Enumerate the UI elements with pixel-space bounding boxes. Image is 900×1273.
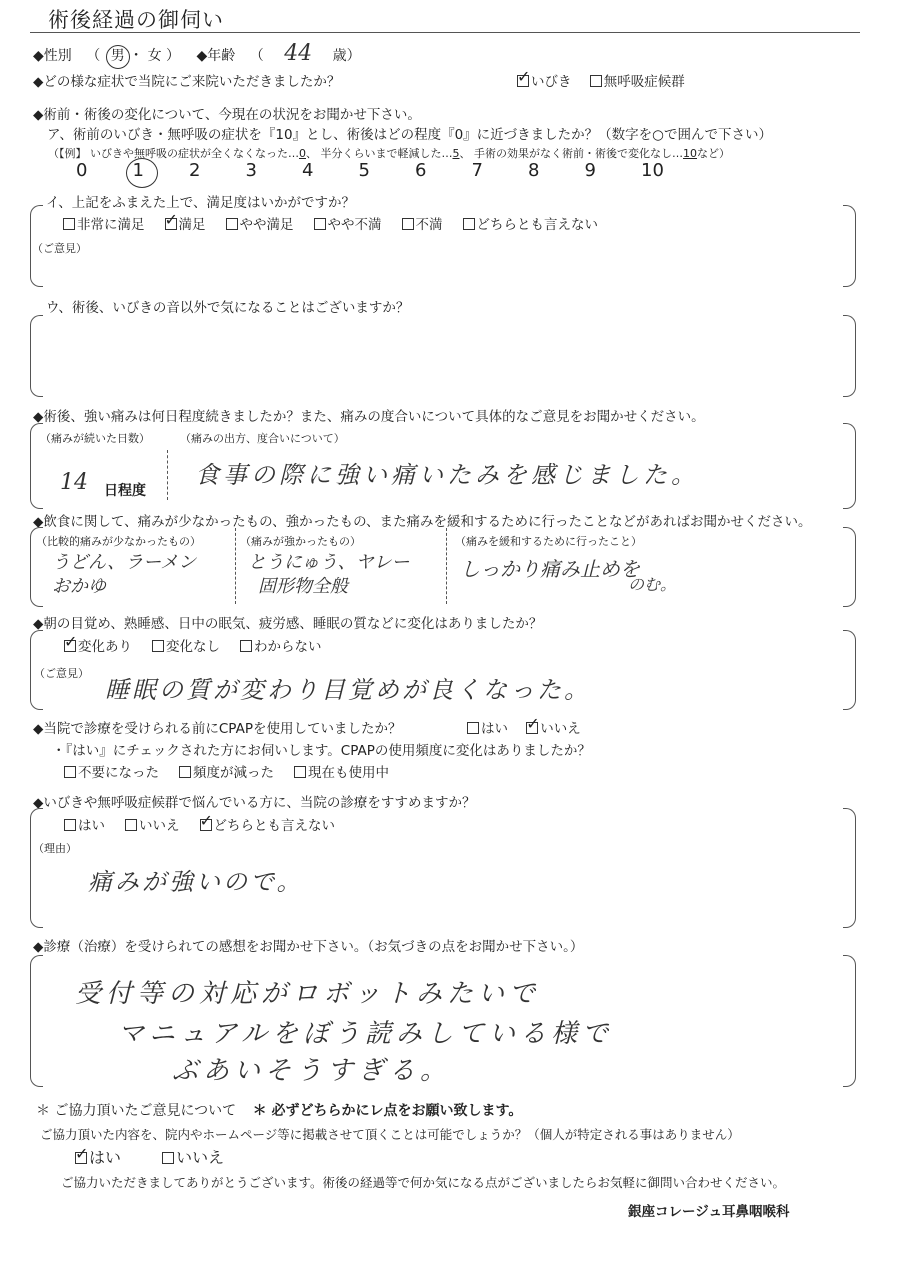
q5-options [64, 635, 342, 655]
q1-option-apnea-label: 無呼吸症候群 [603, 74, 685, 90]
q7-options [64, 814, 355, 834]
q4-divider-1 [235, 528, 236, 604]
q2-example-10: 10 [683, 147, 697, 160]
q6-sub-option-label: 頻度が減った [193, 765, 274, 781]
checkbox-checked-icon [200, 819, 212, 831]
bracket-right [843, 630, 856, 710]
satisfaction-option[interactable] [314, 213, 382, 233]
q6-option-no[interactable] [526, 717, 581, 737]
scale-value[interactable]: 7 [471, 160, 483, 181]
satisfaction-option-label: 不満 [415, 217, 443, 233]
q5-option[interactable] [240, 635, 322, 655]
q1-text: ◆どの様な症状で当院にご来院いただきましたか？ [33, 74, 341, 90]
q1-option-snoring-label: いびき [531, 74, 572, 90]
age-value[interactable]: 44 [284, 41, 313, 66]
scale-value[interactable]: 8 [528, 160, 540, 181]
q6-sub-option-label: 現在も使用中 [308, 765, 389, 781]
clinic-name: 銀座コレージュ耳鼻咽喉科 [628, 1204, 790, 1220]
q5-opinion-value[interactable]: 睡眠の質が変わり目覚めが良くなった。 [105, 676, 591, 704]
satisfaction-option-label: 満足 [178, 217, 206, 233]
bracket-right [843, 315, 856, 397]
scale-value[interactable]: 2 [189, 160, 201, 181]
q6-text: ◆当院で診療を受けられる前にCPAPを使用していましたか？ [33, 721, 402, 737]
q2-example-part-b: 、 半分くらいまで軽減した… [306, 147, 453, 160]
checkbox-icon [467, 722, 479, 734]
scale-value[interactable]: 4 [302, 160, 314, 181]
checkbox-icon [590, 75, 602, 87]
scale-value[interactable]: 0 [76, 160, 88, 181]
gender-age-row [33, 41, 361, 66]
checkbox-checked-icon [517, 75, 529, 87]
satisfaction-option-label: やや不満 [327, 217, 382, 233]
gender-circle-mark [106, 45, 130, 69]
q1-options [517, 70, 699, 90]
checkbox-icon [402, 218, 414, 230]
coop-title [36, 1100, 522, 1120]
checkbox-icon [63, 218, 75, 230]
scale-value[interactable]: 5 [358, 160, 370, 181]
age-label: ◆年齢 [196, 48, 236, 64]
satisfaction-options [63, 213, 618, 233]
bracket-right [843, 423, 856, 509]
q6-sub-option-label: 不要になった [78, 765, 159, 781]
bracket-left [30, 955, 43, 1087]
q8-line-2[interactable]: マニュアルをぼう読みしている様で [118, 1019, 613, 1049]
q5-opinion-label: （ご意見） [34, 667, 89, 680]
satisfaction-option[interactable] [165, 213, 206, 233]
scale-value[interactable]: 1 [132, 160, 144, 181]
q5-option[interactable] [64, 635, 132, 655]
gender-female[interactable]: 女 [147, 48, 162, 64]
satisfaction-option[interactable] [463, 213, 599, 233]
q6-option-no-label: いいえ [540, 721, 581, 737]
coop-option-no-label: いいえ [176, 1148, 225, 1167]
scale-value[interactable]: 10 [641, 160, 664, 181]
q6-sub-text: ・『はい』にチェックされた方にお伺いします。CPAPの使用頻度に変化はありましたか？ [52, 743, 591, 759]
q6-options [467, 717, 595, 737]
q6-sub-options [64, 761, 409, 781]
q2-text: ◆術前・術後の変化について、今現在の状況をお聞かせ下さい。 [33, 107, 421, 123]
checkbox-icon [152, 640, 164, 652]
checkbox-icon [125, 819, 137, 831]
q6-sub-option[interactable] [64, 761, 159, 781]
q7-option[interactable] [64, 814, 105, 834]
checkbox-icon [64, 766, 76, 778]
q2b-opinion-label: （ご意見） [32, 242, 87, 255]
satisfaction-option-label: 非常に満足 [77, 217, 145, 233]
q5-text: ◆朝の目覚め、熟睡感、日中の眠気、疲労感、睡眠の質などに変化はありましたか？ [33, 616, 543, 632]
q2b-text: イ、上記をふまえた上で、満足度はいかがですか？ [46, 195, 356, 211]
q6-option-yes[interactable] [467, 717, 508, 737]
q4-divider-2 [446, 528, 447, 604]
gender-male[interactable] [111, 48, 129, 64]
bracket-left [30, 205, 43, 287]
title-divider [30, 32, 860, 33]
coop-option-yes[interactable] [75, 1145, 121, 1168]
q5-option[interactable] [152, 635, 220, 655]
checkbox-icon [314, 218, 326, 230]
bracket-right [843, 205, 856, 287]
q8-line-1[interactable]: 受付等の対応がロボットみたいで [75, 979, 541, 1009]
coop-options [75, 1145, 238, 1168]
q2-example [48, 145, 730, 161]
q3-text: ◆術後、強い痛みは何日程度続きましたか？また、痛みの度合いについて具体的なご意見をお聞かせください。 [33, 409, 705, 425]
satisfaction-option-label: どちらとも言えない [476, 217, 598, 233]
checkbox-checked-icon [165, 218, 177, 230]
age-open: （ [249, 48, 264, 64]
q5-option-label: わからない [254, 639, 322, 655]
q2-example-0: 0 [299, 147, 306, 160]
scale-value[interactable]: 9 [584, 160, 596, 181]
q7-text: ◆いびきや無呼吸症候群で悩んでいる方に、当院の診療をすすめますか？ [33, 795, 476, 811]
q4-relief-value-2[interactable]: のむ。 [628, 575, 677, 594]
satisfaction-option[interactable] [226, 213, 294, 233]
checkbox-icon [240, 640, 252, 652]
scale-value[interactable]: 6 [415, 160, 427, 181]
q4-relief-label: （痛みを緩和するために行ったこと） [455, 535, 642, 548]
q3-days-value[interactable]: 14 [60, 470, 88, 495]
q4-less-value-1[interactable]: うどん、ラーメン [52, 552, 197, 573]
gender-male-label: 男 [110, 48, 125, 64]
q5-option-label: 変化なし [166, 639, 220, 655]
scale-circle-mark [126, 158, 158, 188]
q1-option-snoring[interactable] [517, 70, 572, 90]
coop-title-b: ＊ 必ずどちらかにレ点をお願い致します。 [252, 1103, 523, 1119]
coop-option-yes-label: はい [89, 1148, 122, 1167]
q6-option-yes-label: はい [481, 721, 508, 737]
checkbox-checked-icon [75, 1152, 87, 1164]
q4-less-label: （比較的痛みが少なかったもの） [36, 535, 201, 548]
q5-option-label: 変化あり [78, 639, 132, 655]
q3-divider [167, 450, 168, 500]
scale-value[interactable]: 3 [245, 160, 257, 181]
page-title: 術後経過の御伺い [48, 8, 224, 32]
satisfaction-option[interactable] [63, 213, 145, 233]
satisfaction-option[interactable] [402, 213, 443, 233]
thanks-text: ご協力いただきましてありがとうございます。術後の経過等で何か気になる点がございましたらお気軽に御問い合わせください。 [61, 1175, 786, 1190]
q7-option-label: はい [78, 818, 105, 834]
bracket-right [843, 808, 856, 928]
q2-example-part-d: など） [697, 147, 730, 160]
q7-reason-label: （理由） [33, 842, 77, 855]
checkbox-icon [294, 766, 306, 778]
coop-option-no[interactable] [162, 1145, 224, 1168]
q3-detail-value[interactable]: 食事の際に強い痛いたみを感じました。 [195, 461, 699, 489]
q7-option-label: いいえ [139, 818, 180, 834]
q7-reason-value[interactable]: 痛みが強いので。 [88, 868, 304, 896]
q3-detail-label: （痛みの出方、度合いについて） [180, 432, 345, 445]
q7-option[interactable] [200, 814, 336, 834]
bracket-left [30, 315, 43, 397]
q6-sub-option[interactable] [294, 761, 389, 781]
bracket-right [843, 527, 856, 607]
age-unit: 歳） [332, 48, 361, 64]
checkbox-icon [463, 218, 475, 230]
q4-less-value-2[interactable]: おかゆ [52, 576, 106, 597]
q3-days-unit: 日程度 [104, 483, 146, 499]
checkbox-checked-icon [64, 640, 76, 652]
checkbox-icon [162, 1152, 174, 1164]
q4-relief-value-1[interactable]: しっかり痛み止めを [460, 557, 640, 581]
q4-strong-label: （痛みが強かったもの） [240, 535, 361, 548]
gender-open: （ [86, 48, 101, 64]
q3-days-label: （痛みが続いた日数） [40, 432, 150, 445]
q8-line-3[interactable]: ぶあいそうすぎる。 [172, 1056, 452, 1086]
q2-example-part-c: 、 手術の効果がなく術前・術後で変化なし… [459, 147, 683, 160]
bracket-right [843, 955, 856, 1087]
checkbox-checked-icon [526, 722, 538, 734]
q8-text: ◆診療（治療）を受けられての感想をお聞かせ下さい。（お気づきの点をお聞かせ下さい。） [33, 939, 584, 955]
q7-option-label: どちらとも言えない [213, 818, 335, 834]
bracket-left [30, 808, 43, 928]
q4-strong-value-2[interactable]: 固形物全般 [258, 576, 348, 597]
q2-example-part-a: （【例】 いびきや無呼吸の症状が全くなくなった… [48, 147, 299, 160]
q4-strong-value-1[interactable]: とうにゅう、ヤレー [248, 552, 410, 573]
q6-sub-option[interactable] [179, 761, 274, 781]
checkbox-icon [64, 819, 76, 831]
checkbox-icon [226, 218, 238, 230]
q4-text: ◆飲食に関して、痛みが少なかったもの、強かったもの、また痛みを緩和するために行ったことなどがあればお聞かせください。 [33, 514, 812, 530]
improvement-scale [76, 160, 698, 181]
gender-sep: ・ [129, 48, 144, 64]
satisfaction-option-label: やや満足 [239, 217, 294, 233]
checkbox-icon [179, 766, 191, 778]
coop-title-a: ＊ ご協力頂いたご意見について [36, 1103, 237, 1119]
coop-question: ご協力頂いた内容を、院内やホームページ等に掲載させて頂くことは可能でしょうか？（個人が特定される事はありません） [40, 1127, 740, 1142]
q2c-text: ウ、術後、いびきの音以外で気になることはございますか？ [46, 300, 410, 316]
gender-close: ） [166, 48, 181, 64]
q2a-text: ア、術前のいびき・無呼吸の症状を『10』とし、術後はどの程度『0』に近づきましたか？（数字を○で囲んで下さい） [47, 127, 772, 143]
q2-example-5: 5 [452, 147, 460, 160]
q1-option-apnea[interactable] [590, 70, 685, 90]
q7-option[interactable] [125, 814, 180, 834]
gender-label: ◆性別 [33, 48, 72, 64]
